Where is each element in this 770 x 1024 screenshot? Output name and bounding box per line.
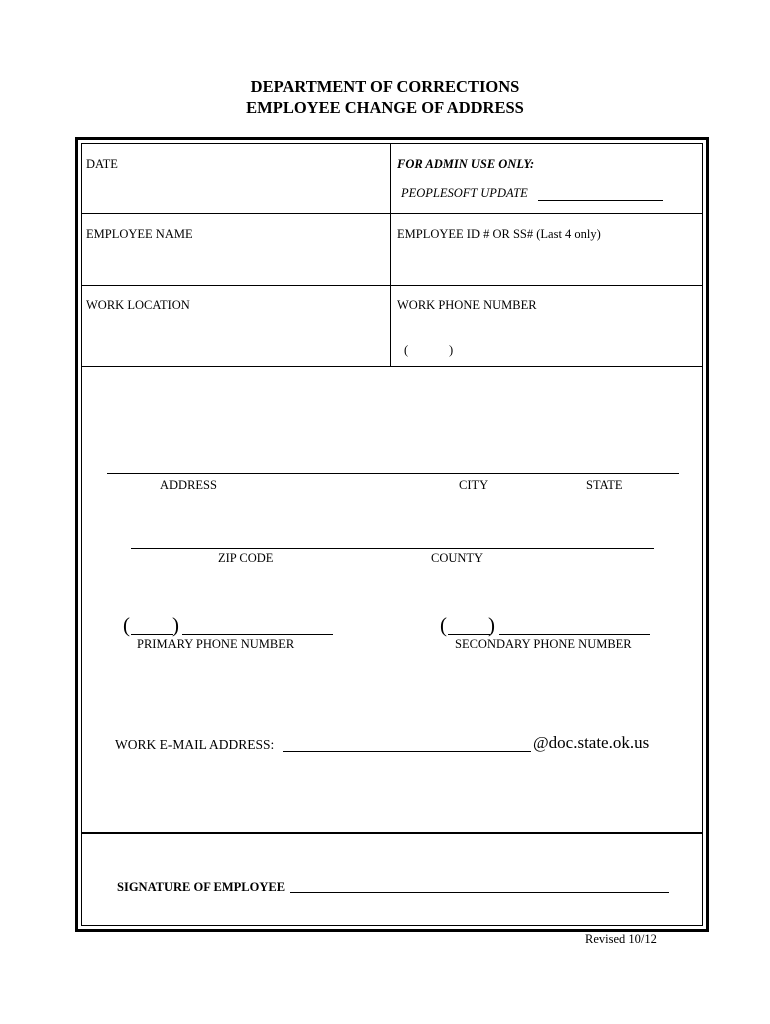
- zip-code-label: ZIP CODE: [218, 551, 274, 565]
- primary-phone-line[interactable]: [182, 634, 333, 635]
- signature-line[interactable]: [290, 892, 669, 893]
- form-title-line-1: DEPARTMENT OF CORRECTIONS: [250, 77, 520, 96]
- work-phone-open-paren: (: [404, 343, 409, 357]
- secondary-phone-close-paren: ): [488, 613, 495, 637]
- secondary-area-code-line[interactable]: [448, 634, 490, 635]
- signature-section-divider: [81, 832, 703, 834]
- table-row-divider-2: [81, 285, 703, 286]
- table-row-divider-3: [81, 366, 703, 367]
- primary-area-code-line[interactable]: [131, 634, 173, 635]
- secondary-phone-open-paren: (: [440, 613, 447, 637]
- employee-id-field[interactable]: [397, 244, 697, 280]
- admin-use-label: FOR ADMIN USE ONLY:: [397, 157, 535, 171]
- county-label: COUNTY: [431, 551, 484, 565]
- secondary-phone-label: SECONDARY PHONE NUMBER: [455, 637, 632, 651]
- date-label: DATE: [86, 157, 118, 171]
- secondary-phone-line[interactable]: [499, 634, 650, 635]
- address-city-state-line[interactable]: [107, 473, 679, 474]
- form-title-line-2: EMPLOYEE CHANGE OF ADDRESS: [246, 98, 524, 117]
- table-row-divider-1: [81, 213, 703, 214]
- zip-county-line[interactable]: [131, 548, 654, 549]
- employee-name-field[interactable]: [86, 244, 386, 280]
- work-location-field[interactable]: [86, 316, 386, 360]
- employee-id-label: EMPLOYEE ID # OR SS# (Last 4 only): [397, 227, 601, 241]
- state-label: STATE: [586, 478, 623, 492]
- primary-phone-label: PRIMARY PHONE NUMBER: [137, 637, 295, 651]
- work-location-label: WORK LOCATION: [86, 298, 190, 312]
- email-domain: @doc.state.ok.us: [533, 733, 650, 752]
- work-phone-label: WORK PHONE NUMBER: [397, 298, 537, 312]
- table-column-divider: [390, 143, 391, 366]
- peoplesoft-update-label: PEOPLESOFT UPDATE: [401, 186, 528, 200]
- employee-name-label: EMPLOYEE NAME: [86, 227, 193, 241]
- work-email-label: WORK E-MAIL ADDRESS:: [115, 737, 275, 752]
- primary-phone-open-paren: (: [123, 613, 130, 637]
- address-label: ADDRESS: [160, 478, 217, 492]
- signature-label: SIGNATURE OF EMPLOYEE: [117, 880, 286, 894]
- date-field[interactable]: [86, 172, 386, 208]
- work-email-line[interactable]: [283, 751, 531, 752]
- work-phone-close-paren: ): [449, 343, 454, 357]
- primary-phone-close-paren: ): [172, 613, 179, 637]
- peoplesoft-update-line[interactable]: [538, 200, 663, 201]
- revision-note: Revised 10/12: [585, 932, 657, 946]
- work-phone-field[interactable]: [397, 316, 697, 360]
- city-label: CITY: [459, 478, 489, 492]
